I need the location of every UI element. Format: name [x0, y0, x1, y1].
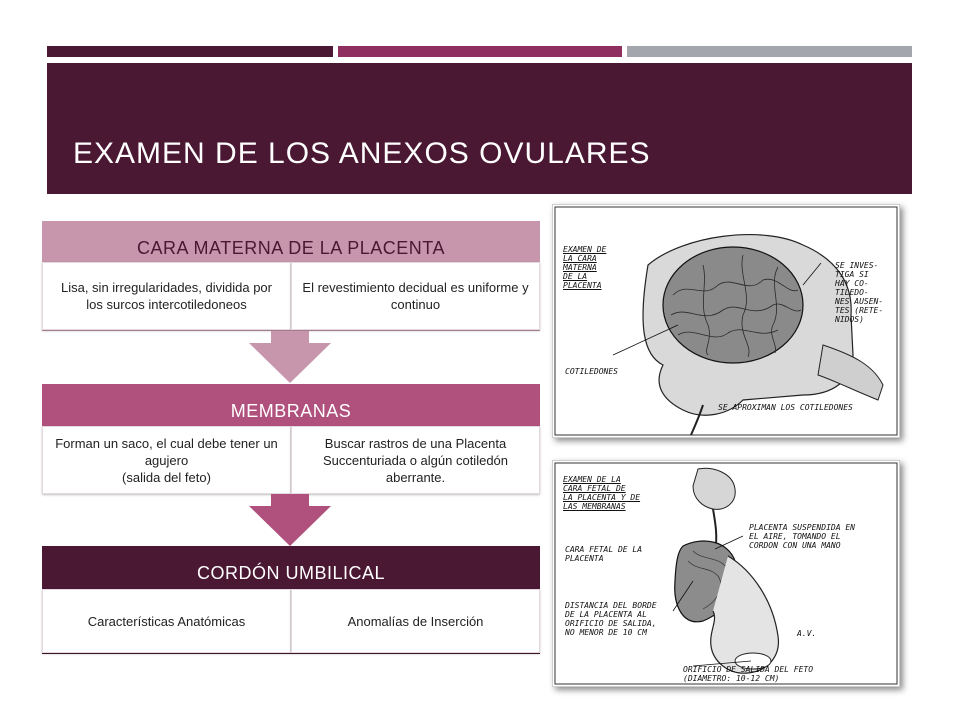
- cara-materna-item: El revestimiento decidual es uniforme y continuo: [291, 262, 540, 330]
- membranas-item: Buscar rastros de una Placenta Succenturiada o algún cotiledón aberrante.: [291, 426, 540, 494]
- cara-fetal-label: CARA FETAL DE LA PLACENTA: [565, 545, 643, 563]
- illustration-fetal-face: [552, 460, 900, 687]
- cordon-item: Características Anatómicas: [42, 589, 291, 653]
- cordon-item: Anomalías de Inserción: [291, 589, 540, 653]
- cordon-label: CORDÓN UMBILICAL: [196, 563, 386, 583]
- illustration-heading: EXAMEN DE LA CARA MATERNA DE LA PLACENTA: [563, 245, 607, 290]
- arrow-down-head: [249, 343, 331, 383]
- arrow-down: [271, 331, 309, 343]
- orificio-label: ORIFICIO DE SALIDA DEL FETO (DIAMETRO: 10-12 CM): [683, 665, 814, 683]
- illustration-heading: EXAMEN DE LA CARA FETAL DE LA PLACENTA Y DE LAS MEMBRANAS: [563, 475, 641, 511]
- suspendida-label: PLACENTA SUSPENDIDA EN EL AIRE, TOMANDO EL CORDON CON UNA MANO: [749, 523, 855, 550]
- membranas-label: MEMBRANAS: [230, 401, 352, 421]
- title-banner: [47, 63, 912, 194]
- membranas-item: Forman un saco, el cual debe tener un agujero (salida del feto): [42, 426, 291, 494]
- cotiledones-label: COTILEDONES: [565, 367, 618, 376]
- illustration-maternal-face: [552, 204, 900, 438]
- accent-bar-medium: [338, 46, 622, 57]
- illustration-caption: SE APROXIMAN LOS COTILEDONES: [718, 403, 853, 412]
- accent-bar-gray: [627, 46, 912, 57]
- page-title: EXAMEN DE LOS ANEXOS OVULARES: [73, 137, 651, 170]
- accent-bar-dark: [47, 46, 333, 57]
- membranas-header: [42, 384, 540, 422]
- distancia-label: DISTANCIA DEL BORDE DE LA PLACENTA AL ORIFICIO DE SALIDA, NO MENOR DE 10 CM: [565, 601, 657, 637]
- cordon-header: [42, 546, 540, 584]
- cara-materna-item: Lisa, sin irregularidades, dividida por los surcos intercotiledoneos: [42, 262, 291, 330]
- arrow-down: [271, 494, 309, 506]
- signature: A.V.: [797, 629, 817, 638]
- illustration-side-note: SE INVES- TIGA SI HAY CO- TILEDO- NES AUSEN- TES (RETE- NIDOS): [835, 261, 884, 324]
- cara-materna-label: CARA MATERNA DE LA PLACENTA: [137, 238, 445, 258]
- cara-materna-header: [42, 221, 540, 259]
- arrow-down-head: [249, 506, 331, 546]
